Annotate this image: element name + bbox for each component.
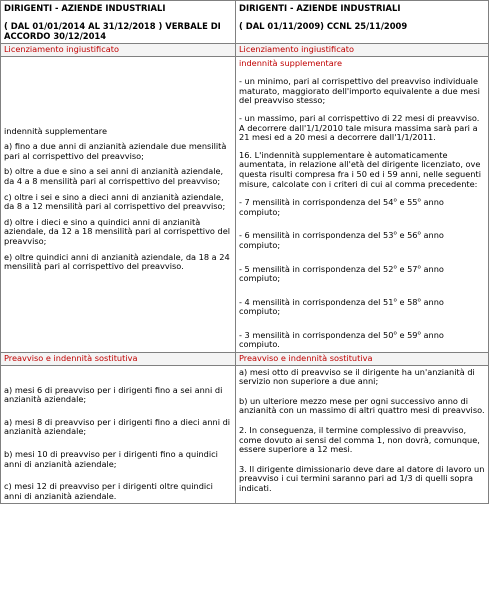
section2-left-item: c) mesi 12 di preavviso per i dirigenti oltre quindici anni di anzianità aziendale. (4, 481, 213, 501)
section1-right-heading: indennità supplementare (239, 57, 342, 68)
section1-right-age-item: - 3 mensilità in corrispondenza del 50$^o$ e 59$^o$ anno compiuto. (239, 329, 444, 350)
section2-right-title: Preavviso e indennità sostitutiva (236, 353, 489, 366)
section2-right-body (236, 365, 489, 504)
section1-left-item-b: b) oltre a due e sino a sei anni di anzianità aziendale, da 4 a 8 mensilità pari al corrispettivo del preavviso; (4, 166, 224, 186)
section2-right-item: 3. Il dirigente dimissionario deve dare al datore di lavoro un preavviso i cui termini saranno pari ad 1/3 di quelli sopra indicati. (239, 463, 485, 493)
section2-left-item: a) mesi 8 di preavviso per i dirigenti fino a dieci anni di anzianità aziendale; (4, 416, 231, 437)
section1-right-title: Licenziamento ingiustificato (236, 44, 489, 57)
section2-left-title: Preavviso e indennità sostitutiva (1, 353, 236, 366)
section1-left-item-c: c) oltre i sei e sino a dieci anni di anzianità aziendale, da 8 a 12 mensilità pari al corrispettivo del preavviso; (4, 191, 226, 212)
section1-right-age-item: - 4 mensilità in corrispondenza del 51$^o$ e 58$^o$ anno compiuto; (239, 296, 444, 317)
section1-left-item-d: d) oltre i dieci e sino a quindici anni di anzianità aziendale, da 12 a 18 mensilità pari al corrispettivo del preavviso; (4, 216, 231, 246)
section2-right-item: 2. In conseguenza, il termine complessivo di preavviso, come dovuto ai sensi del comma 1, non dovrà, comunque, essere superiore a 12 mesi. (239, 425, 480, 455)
section1-left-title: Licenziamento ingiustificato (1, 44, 236, 57)
section1-right-minimum: - un minimo, pari al corrispettivo del preavviso individuale maturato, maggiorato dell'importo equivalente a due mesi del preavviso stesso; (239, 76, 480, 106)
section1-title-row (1, 44, 489, 57)
section1-right-age-increase: 16. L'indennità supplementare è automaticamente aumentata, in relazione all'età del dirigente licenziato, ove questa risulti compresa fra i 50 ed i 59 anni, nelle seguenti misure, calcolate con i criteri di cui al comma precedente: (239, 149, 481, 189)
section1-right-body (236, 56, 489, 352)
header-right-title: DIRIGENTI - AZIENDE INDUSTRIALI (239, 3, 401, 13)
header-right-cell (236, 1, 489, 44)
section2-right-item: b) un ulteriore mezzo mese per ogni successivo anno di anzianità con un massimo di altri quattro mesi di preavviso. (239, 395, 485, 416)
header-left-cell (1, 1, 236, 44)
section2-body-row (1, 365, 489, 504)
section2-left-item: a) mesi 6 di preavviso per i dirigenti fino a sei anni di anzianità aziendale; (4, 384, 223, 405)
section2-right-item: a) mesi otto di preavviso se il dirigente ha un'anzianità di servizio non superiore a due anni; (239, 366, 475, 387)
header-row (1, 1, 489, 44)
section2-left-item: b) mesi 10 di preavviso per i dirigenti fino a quindici anni di anzianità aziendale; (4, 449, 218, 469)
section2-title-row (1, 353, 489, 366)
header-right-subtitle: ( DAL 01/11/2009) CCNL 25/11/2009 (239, 21, 408, 31)
section1-left-item-e: e) oltre quindici anni di anzianità aziendale, da 18 a 24 mensilità pari al corrispettivo del preavviso. (4, 251, 230, 272)
section1-left-spacer (4, 59, 232, 121)
header-left-title: DIRIGENTI - AZIENDE INDUSTRIALI (4, 3, 166, 13)
section1-body-row (1, 56, 489, 352)
section1-left-body (1, 56, 236, 352)
section1-left-item-a: a) fino a due anni di anzianità aziendale due mensilità pari al corrispettivo del preavviso; (4, 141, 227, 161)
section1-right-age-item: - 7 mensilità in corrispondenza del 54$^o$ e 55$^o$ anno compiuto; (239, 197, 444, 217)
section1-right-age-item: - 6 mensilità in corrispondenza del 53$^o$ e 56$^o$ anno compiuto; (239, 230, 444, 250)
section1-right-age-item: - 5 mensilità in corrispondenza del 52$^o$ e 57$^o$ anno compiuto; (239, 263, 444, 284)
section1-left-heading: indennità supplementare (4, 125, 107, 136)
header-left-subtitle: ( DAL 01/01/2014 AL 31/12/2018 ) VERBALE DI ACCORDO 30/12/2014 (4, 21, 221, 41)
section1-right-maximum: - un massimo, pari al corrispettivo di 22 mesi di preavviso. A decorrere dall'1/1/2010 tale misura massima sarà pari a 21 mesi ed a 20 mesi a decorrere dall'1/1/2011. (239, 112, 480, 143)
section2-left-body (1, 365, 236, 504)
